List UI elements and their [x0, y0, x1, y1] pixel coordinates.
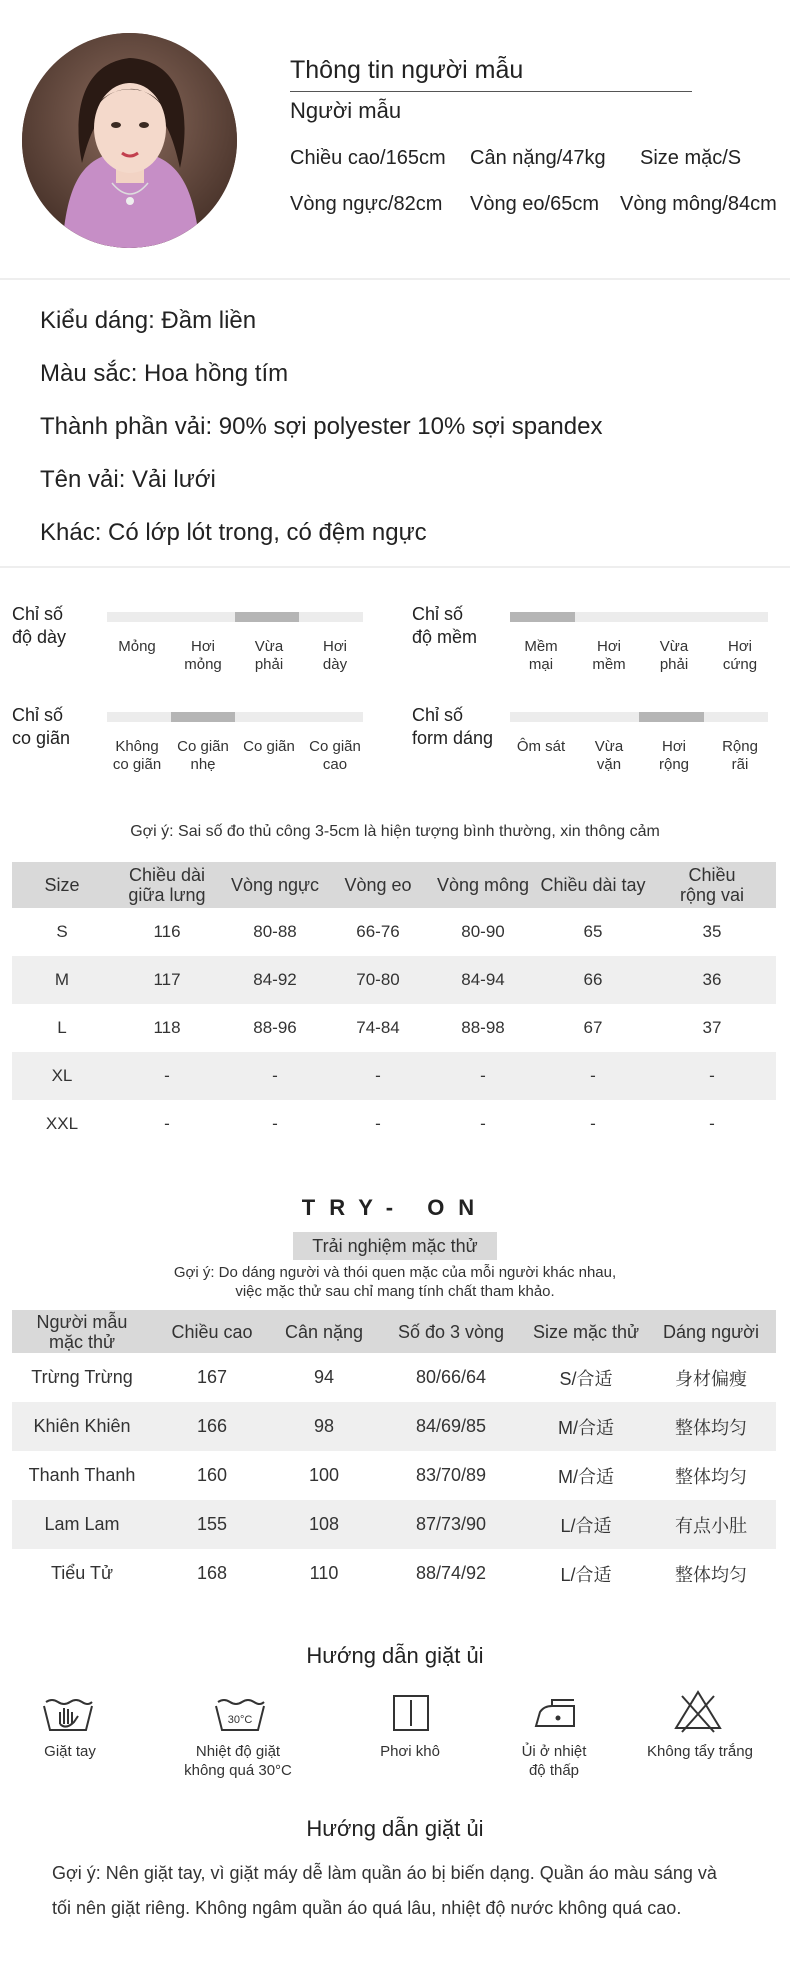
tryon-header-cell: Chiều cao	[152, 1310, 272, 1353]
size-cell: 66	[538, 956, 648, 1004]
tryon-cell: 166	[152, 1402, 272, 1451]
size-header-cell: Chiều dài giữa lưng	[112, 862, 222, 908]
size-cell: 88-98	[461, 1018, 505, 1037]
size-cell: 67	[583, 1018, 603, 1037]
table-row	[12, 1402, 776, 1451]
tryon-cell: 167	[196, 1367, 228, 1387]
wash-label-hand: Giặt tay	[44, 1743, 96, 1760]
index-softness-option: Vừa phải	[659, 638, 689, 673]
wash-note-line1: Gợi ý: Nên giặt tay, vì giặt máy dễ làm quần áo bị biến dạng. Quần áo màu sáng và	[52, 1863, 717, 1883]
size-cell: 70-80	[328, 956, 428, 1004]
table-row	[12, 1052, 776, 1100]
hand-wash-icon	[38, 1688, 98, 1738]
index-thickness-option: Vừa phải	[254, 638, 284, 673]
index-stretch-bar	[107, 712, 363, 722]
index-softness-marker	[510, 612, 575, 622]
table-row	[12, 956, 776, 1004]
index-fit-bar	[510, 712, 768, 722]
size-cell: 74-84	[356, 1018, 400, 1037]
index-stretch-option: Co giãn cao	[309, 738, 361, 773]
size-cell: XXL	[45, 1114, 79, 1133]
iron-low-icon	[524, 1688, 584, 1738]
size-cell: 84-92	[222, 956, 328, 1004]
tryon-cell: 160	[196, 1465, 228, 1485]
wash-label-dry: Phơi khô	[380, 1743, 440, 1760]
dry-flat-icon	[380, 1688, 440, 1738]
tryon-table-header	[12, 1310, 776, 1353]
tryon-header-cell: Dáng người	[646, 1310, 776, 1353]
tryon-cell: 88/74/92	[415, 1563, 487, 1583]
tryon-cell: 83/70/89	[415, 1465, 487, 1485]
tryon-header-cell: Người mẫu mặc thử	[12, 1310, 152, 1353]
size-table	[12, 862, 776, 1148]
index-stretch-option: Co giãn	[243, 738, 295, 755]
size-cell: -	[328, 1052, 428, 1100]
table-row	[12, 1100, 776, 1148]
size-cell: -	[428, 1052, 538, 1100]
wash-note-line2: tối nên giặt riêng. Không ngâm quần áo quá lâu, nhiệt độ nước không quá cao.	[52, 1898, 682, 1918]
index-thickness-option: Hơi mỏng	[184, 638, 222, 673]
size-cell: 36	[648, 956, 776, 1004]
tryon-cell: 80/66/64	[415, 1367, 487, 1387]
size-cell: -	[164, 1114, 170, 1133]
section-divider	[0, 566, 790, 568]
tryon-cell: Lam Lam	[12, 1500, 152, 1549]
model-subtitle: Người mẫu	[290, 98, 402, 123]
tryon-cell: 98	[272, 1402, 376, 1451]
index-softness-option: Hơi mềm	[592, 638, 626, 673]
size-cell: -	[538, 1052, 648, 1100]
size-cell: -	[112, 1052, 222, 1100]
tryon-cell: 整体均匀	[675, 1466, 747, 1487]
tryon-cell: M/合适	[558, 1466, 614, 1487]
table-row	[12, 908, 776, 956]
tryon-cell: 94	[313, 1367, 335, 1387]
spec-color: Màu sắc: Hoa hồng tím	[40, 360, 289, 387]
tryon-badge: Trải nghiệm mặc thử	[293, 1232, 497, 1260]
size-cell: 116	[153, 922, 181, 941]
wash-heading-2: Hướng dẫn giặt ủi	[306, 1816, 484, 1841]
index-softness-bar	[510, 612, 768, 622]
table-row	[12, 1549, 776, 1598]
size-cell: 88-96	[253, 1018, 297, 1037]
tryon-cell: 108	[272, 1500, 376, 1549]
tryon-cell: S/合适	[559, 1368, 613, 1389]
index-stretch-option: Co giãn nhẹ	[177, 738, 229, 773]
size-cell: 84-94	[428, 956, 538, 1004]
index-fit-label: Chỉ số form dáng	[412, 705, 494, 748]
size-header-cell: Chiều dài tay	[538, 862, 648, 908]
wash-heading: Hướng dẫn giặt ủi	[306, 1643, 484, 1668]
model-avatar	[22, 33, 237, 248]
section-divider	[0, 278, 790, 280]
table-row	[12, 1004, 776, 1052]
wash-label-temp: Nhiệt độ giặt không quá 30°C	[184, 1743, 292, 1779]
size-cell: M	[12, 956, 112, 1004]
index-thickness-marker	[235, 612, 299, 622]
size-cell: 118	[153, 1018, 181, 1037]
tryon-header-cell: Số đo 3 vòng	[376, 1310, 526, 1353]
tryon-header-cell: Size mặc thử	[526, 1310, 646, 1353]
wash-label-bleach: Không tẩy trắng	[647, 1743, 753, 1760]
table-row	[12, 1500, 776, 1549]
tryon-cell: 有点小肚	[646, 1500, 776, 1549]
table-row	[12, 1353, 776, 1402]
no-bleach-icon	[668, 1686, 728, 1736]
size-header-cell: Chiều rộng vai	[648, 862, 776, 908]
index-thickness-bar	[107, 612, 363, 622]
index-thickness-label: Chỉ số độ dày	[12, 604, 67, 647]
size-cell: -	[222, 1052, 328, 1100]
size-cell: 66-76	[356, 922, 400, 941]
size-cell: 65	[583, 922, 603, 941]
tryon-cell: 84/69/85	[376, 1402, 526, 1451]
size-header-cell: Vòng eo	[328, 862, 428, 908]
size-table-header	[12, 862, 776, 908]
tryon-cell: Khiên Khiên	[12, 1402, 152, 1451]
size-cell: S	[56, 922, 68, 941]
index-stretch-option: Không co giãn	[112, 738, 162, 773]
model-waist: Vòng eo/65cm	[470, 193, 599, 215]
temp-30-icon	[210, 1688, 270, 1738]
tryon-cell: 155	[152, 1500, 272, 1549]
spec-other: Khác: Có lớp lót trong, có đệm ngực	[40, 519, 427, 546]
index-softness-label: Chỉ số độ mềm	[412, 604, 478, 647]
spec-style: Kiểu dáng: Đầm liền	[40, 307, 257, 334]
spec-fabric: Tên vải: Vải lưới	[40, 466, 216, 493]
index-softness-option: Hơi cứng	[722, 638, 758, 673]
temp-30-text: 30°C	[227, 1714, 253, 1726]
size-cell: -	[709, 1114, 715, 1133]
spec-composition: Thành phần vải: 90% sợi polyester 10% sợi spandex	[40, 413, 603, 440]
tryon-header-cell: Cân nặng	[272, 1310, 376, 1353]
model-bust: Vòng ngực/82cm	[290, 193, 443, 215]
index-stretch-marker	[171, 712, 235, 722]
index-fit-option: Rộng rãi	[722, 738, 758, 773]
tryon-cell: 168	[196, 1563, 228, 1583]
model-info-title: Thông tin người mẫu	[290, 56, 524, 84]
size-header-cell: Size	[12, 862, 112, 908]
model-size: Size mặc/S	[640, 147, 742, 169]
index-softness-option: Mềm mại	[524, 638, 558, 673]
model-height: Chiều cao/165cm	[290, 147, 446, 169]
size-cell: -	[590, 1114, 596, 1133]
index-fit-option: Vừa vặn	[594, 738, 624, 773]
model-info-section	[0, 0, 790, 278]
tryon-cell: 100	[308, 1465, 340, 1485]
tryon-cell: Thanh Thanh	[28, 1465, 136, 1485]
size-note: Gợi ý: Sai số đo thủ công 3-5cm là hiện tượng bình thường, xin thông cảm	[130, 823, 660, 840]
index-fit-option: Hơi rộng	[658, 738, 690, 773]
size-cell: -	[480, 1114, 486, 1133]
title-underline	[290, 91, 692, 92]
size-cell: 117	[112, 956, 222, 1004]
size-cell: 37	[702, 1018, 722, 1037]
size-header-cell: Vòng ngực	[222, 862, 328, 908]
size-cell: -	[375, 1114, 381, 1133]
size-cell: 35	[702, 922, 722, 941]
index-fit-option: Ôm sát	[516, 738, 566, 755]
tryon-cell: 整体均匀	[646, 1402, 776, 1451]
model-portrait-icon	[22, 33, 237, 248]
size-cell: XL	[12, 1052, 112, 1100]
tryon-cell: Tiểu Tử	[50, 1563, 114, 1583]
model-weight: Cân nặng/47kg	[470, 147, 606, 169]
tryon-table	[12, 1310, 776, 1598]
index-stretch-label: Chỉ số co giãn	[12, 705, 71, 748]
size-cell: -	[272, 1114, 278, 1133]
size-header-cell: Vòng mông	[428, 862, 538, 908]
size-cell: L	[57, 1018, 67, 1037]
model-hip: Vòng mông/84cm	[620, 193, 777, 215]
tryon-cell: 110	[309, 1563, 339, 1583]
size-cell: -	[648, 1052, 776, 1100]
tryon-cell: M/合适	[526, 1402, 646, 1451]
tryon-note-line2: việc mặc thử sau chỉ mang tính chất tham khảo.	[235, 1283, 555, 1300]
tryon-cell: 整体均匀	[675, 1564, 747, 1585]
tryon-heading: TRY- ON	[301, 1195, 489, 1220]
index-fit-marker	[639, 712, 704, 722]
size-cell: 80-90	[461, 922, 505, 941]
wash-label-iron: Ủi ở nhiệt độ thấp	[521, 1743, 587, 1779]
tryon-cell: 身材偏瘦	[675, 1368, 747, 1389]
table-row	[12, 1451, 776, 1500]
index-thickness-option: Mỏng	[118, 638, 156, 655]
tryon-cell: L/合适	[526, 1500, 646, 1549]
tryon-cell: L/合适	[560, 1564, 612, 1585]
tryon-cell: Trừng Trừng	[31, 1367, 133, 1387]
tryon-cell: 87/73/90	[376, 1500, 526, 1549]
index-thickness-option: Hơi dày	[322, 638, 348, 673]
tryon-note-line1: Gợi ý: Do dáng người và thói quen mặc của mỗi người khác nhau,	[173, 1264, 617, 1281]
size-cell: 80-88	[253, 922, 297, 941]
